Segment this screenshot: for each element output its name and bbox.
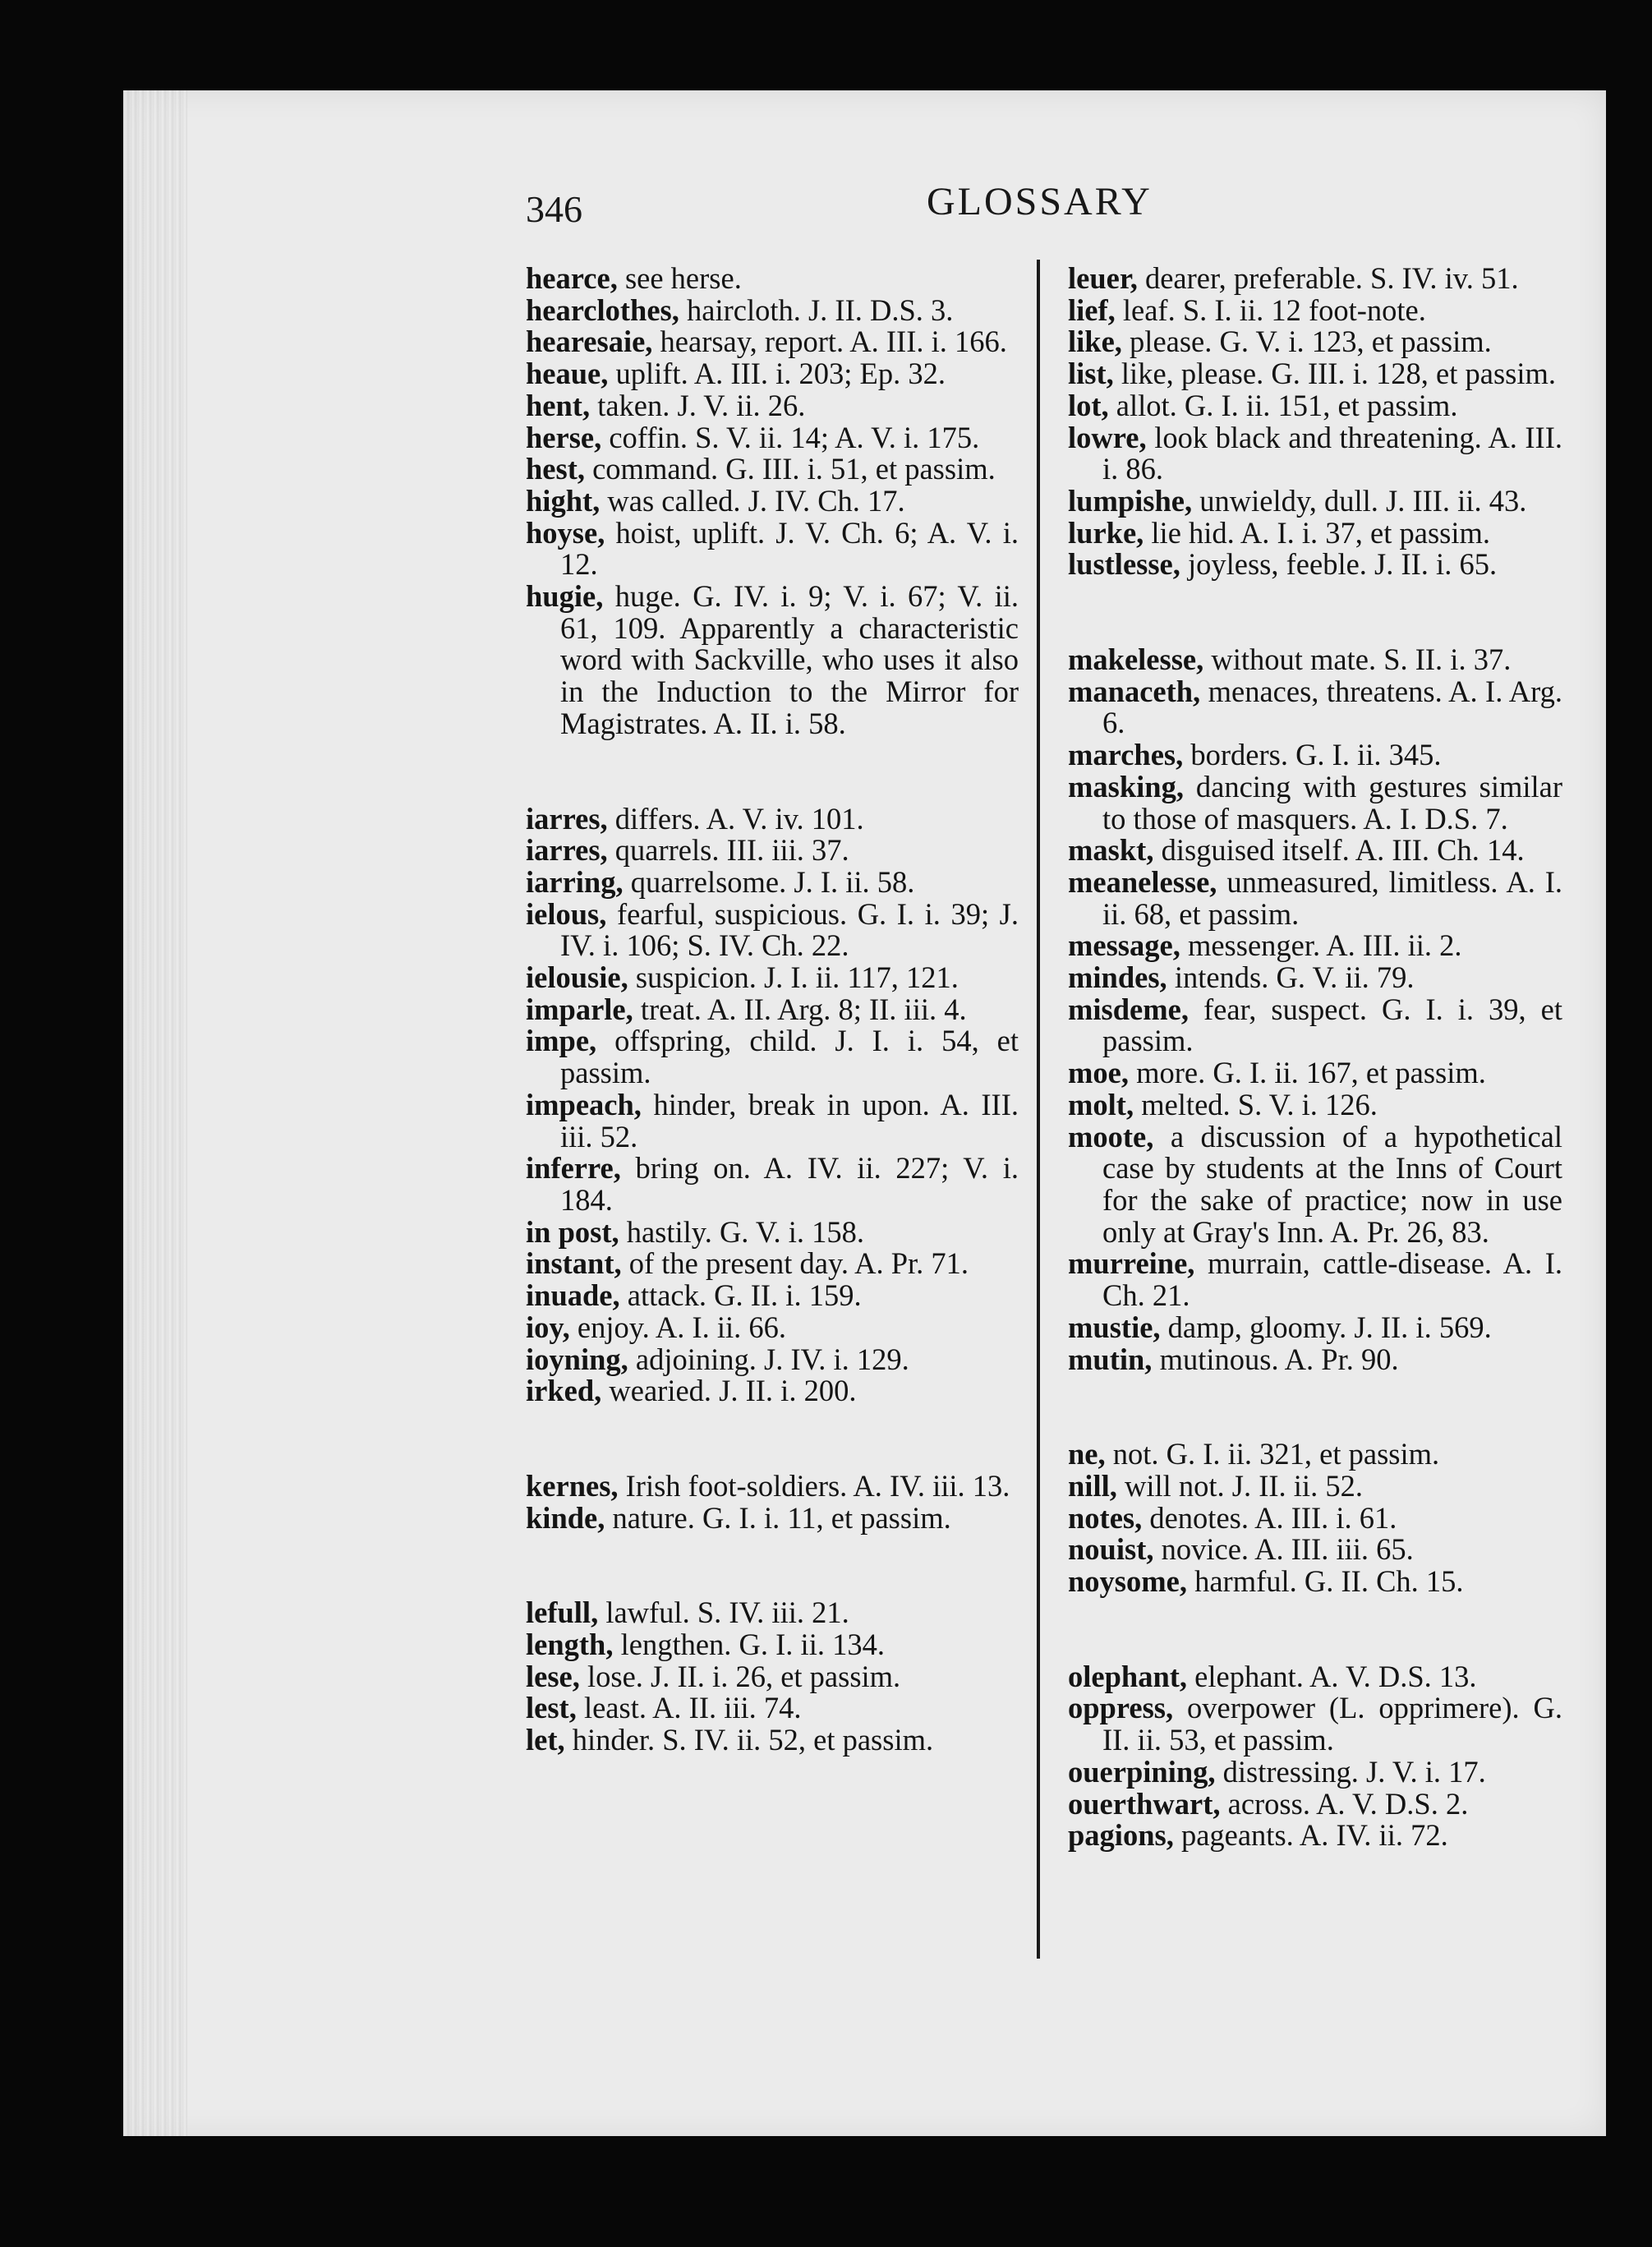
definition: disguised itself. A. III. Ch. 14.	[1153, 833, 1525, 868]
glossary-entry	[1068, 390, 1562, 422]
definition: across. A. V. D.S. 2.	[1220, 1786, 1469, 1821]
definition: without mate. S. II. i. 37.	[1203, 642, 1512, 677]
definition: intends. G. V. ii. 79.	[1167, 960, 1415, 995]
glossary-entry	[526, 326, 1019, 358]
definition: unwieldy, dull. J. III. ii. 43.	[1192, 483, 1527, 518]
glossary-entry	[1068, 835, 1562, 867]
definition: of the present day. A. Pr. 71.	[621, 1246, 969, 1281]
definition: hastily. G. V. i. 158.	[619, 1214, 865, 1249]
definition: nature. G. I. i. 11, et passim.	[605, 1500, 951, 1535]
definition: hearsay, report. A. III. i. 166.	[652, 325, 1007, 359]
headword: makelesse,	[1068, 642, 1204, 677]
headword: lief,	[1068, 292, 1116, 327]
definition: allot. G. I. ii. 151, et passim.	[1108, 388, 1458, 422]
glossary-entry	[526, 292, 1019, 327]
glossary-entry	[526, 1468, 1019, 1503]
definition: adjoining. J. IV. i. 129.	[628, 1342, 909, 1376]
headword: lustlesse,	[1068, 547, 1180, 582]
headword: irked,	[526, 1374, 602, 1408]
headword: ouerpining,	[1068, 1754, 1216, 1789]
glossary-entry	[1068, 644, 1562, 676]
glossary-entry	[1068, 1566, 1562, 1598]
definition: will not. J. II. ii. 52.	[1116, 1468, 1363, 1503]
definition: least. A. II. iii. 74.	[576, 1691, 802, 1725]
glossary-entry	[526, 581, 1019, 740]
letter-section-gap	[526, 740, 1019, 803]
headword: herse,	[526, 420, 602, 454]
headword: lowre,	[1068, 420, 1147, 454]
headword: inferre,	[526, 1151, 621, 1186]
definition: unmeasured, limitless. A. I. ii. 68, et passim.	[1102, 864, 1562, 931]
headword: lurke,	[1068, 515, 1144, 550]
glossary-column-left	[526, 263, 1019, 1757]
definition: command. G. III. i. 51, et passim.	[584, 452, 996, 486]
glossary-entry	[526, 1025, 1019, 1089]
definition: look black and threatening. A. III. i. 86.	[1102, 420, 1562, 486]
definition: more. G. I. ii. 167, et passim.	[1128, 1056, 1486, 1090]
glossary-entry	[526, 422, 1019, 454]
definition: attack. G. II. i. 159.	[619, 1278, 862, 1313]
definition: lengthen. G. I. ii. 134.	[613, 1628, 885, 1662]
headword: pagions,	[1068, 1818, 1174, 1853]
definition: harmful. G. II. Ch. 15.	[1186, 1564, 1464, 1599]
headword: misdeme,	[1068, 992, 1189, 1026]
definition: novice. A. III. iii. 65.	[1153, 1532, 1414, 1567]
page-stack-edge	[123, 90, 187, 2136]
headword: lumpishe,	[1068, 483, 1193, 518]
headword: notes,	[1068, 1500, 1143, 1535]
definition: joyless, feeble. J. II. i. 65.	[1180, 547, 1498, 582]
headword: let,	[526, 1723, 565, 1757]
definition: fearful, suspicious. G. I. i. 39; J. IV. i. 106; S. IV. Ch. 22.	[560, 896, 1019, 963]
headword: lefull,	[526, 1595, 599, 1630]
headword: list,	[1068, 357, 1114, 391]
definition: please. G. V. i. 123, et passim.	[1121, 325, 1492, 359]
letter-section-gap	[1068, 581, 1562, 644]
definition: menaces, threatens. A. I. Arg. 6.	[1102, 674, 1562, 740]
headword: lot,	[1068, 388, 1109, 422]
glossary-entry	[1068, 1248, 1562, 1311]
glossary-entry	[1068, 864, 1562, 931]
headword: hearclothes,	[526, 292, 679, 327]
headword: ouerthwart,	[1068, 1786, 1221, 1821]
glossary-entry	[526, 803, 1019, 836]
headword: meanelesse,	[1068, 864, 1217, 899]
headword: heaue,	[526, 357, 609, 391]
glossary-entry	[526, 1500, 1019, 1535]
definition: hinder. S. IV. ii. 52, et passim.	[564, 1723, 934, 1757]
glossary-entry	[526, 515, 1019, 582]
definition: pageants. A. IV. ii. 72.	[1173, 1818, 1448, 1853]
glossary-entry	[526, 1089, 1019, 1153]
glossary-entry	[1068, 994, 1562, 1057]
definition: haircloth. J. II. D.S. 3.	[679, 292, 954, 327]
glossary-entry	[1068, 1534, 1562, 1566]
glossary-entry	[1068, 1121, 1562, 1249]
headword: masking,	[1068, 769, 1184, 803]
definition: messenger. A. III. ii. 2.	[1180, 928, 1462, 963]
glossary-entry	[1068, 1692, 1562, 1756]
headword: ielous,	[526, 896, 607, 931]
definition: enjoy. A. I. ii. 66.	[569, 1310, 787, 1344]
glossary-entry	[1068, 1089, 1562, 1121]
glossary-entry	[1068, 1661, 1562, 1693]
letter-section-gap	[526, 1407, 1019, 1471]
definition: lawful. S. IV. iii. 21.	[598, 1595, 849, 1630]
headword: molt,	[1068, 1087, 1134, 1121]
glossary-entry	[526, 1344, 1019, 1376]
definition: was called. J. IV. Ch. 17.	[600, 483, 905, 518]
glossary-entry	[526, 358, 1019, 390]
glossary-entry	[526, 1312, 1019, 1344]
headword: like,	[1068, 325, 1122, 359]
glossary-entry	[1068, 1057, 1562, 1089]
glossary-entry	[526, 454, 1019, 486]
glossary-entry	[1068, 962, 1562, 994]
definition: not. G. I. ii. 321, et passim.	[1105, 1437, 1440, 1471]
headword: lese,	[526, 1659, 580, 1693]
headword: olephant,	[1068, 1659, 1188, 1693]
headword: iarring,	[526, 864, 624, 899]
headword: hight,	[526, 483, 601, 518]
headword: noysome,	[1068, 1564, 1187, 1599]
glossary-entry	[1068, 358, 1562, 390]
definition: treat. A. II. Arg. 8; II. iii. 4.	[633, 992, 967, 1026]
glossary-entry	[1068, 771, 1562, 835]
headword: impeach,	[526, 1087, 642, 1121]
definition: hinder, break in upon. A. III. iii. 52.	[560, 1087, 1019, 1153]
headword: hent,	[526, 388, 591, 422]
definition: distressing. J. V. i. 17.	[1215, 1754, 1486, 1789]
headword: inuade,	[526, 1278, 620, 1313]
definition: see herse.	[617, 261, 742, 295]
letter-section-gap	[1068, 1598, 1562, 1661]
glossary-column-right	[1068, 263, 1562, 1852]
headword: kernes,	[526, 1468, 619, 1503]
headword: hearesaie,	[526, 325, 653, 359]
glossary-entry	[1068, 515, 1562, 550]
headword: imparle,	[526, 992, 633, 1026]
glossary-entry	[526, 263, 1019, 295]
definition: bring on. A. IV. ii. 227; V. i. 184.	[560, 1151, 1019, 1217]
glossary-entry	[526, 1153, 1019, 1216]
glossary-entry	[1068, 739, 1562, 771]
definition: elephant. A. V. D.S. 13.	[1187, 1659, 1477, 1693]
definition: huge. G. IV. i. 9; V. i. 67; V. ii. 61, 109. Apparently a characteristic word with Sackville, who uses it also in the Induction to the Mirror for Magistrates. A. II. i. 58.	[560, 579, 1019, 740]
headword: ne,	[1068, 1437, 1106, 1471]
definition: like, please. G. III. i. 128, et passim.	[1113, 357, 1557, 391]
definition: quarrelsome. J. I. ii. 58.	[623, 864, 915, 899]
definition: differs. A. V. iv. 101.	[607, 801, 864, 836]
letter-section-gap	[1068, 1375, 1562, 1439]
glossary-entry	[526, 994, 1019, 1026]
headword: message,	[1068, 928, 1180, 963]
glossary-entry	[1068, 422, 1562, 486]
glossary-entry	[526, 962, 1019, 994]
page-number: 346	[526, 188, 582, 230]
glossary-entry	[526, 1248, 1019, 1280]
headword: ielousie,	[526, 960, 628, 995]
glossary-entry	[526, 1280, 1019, 1312]
glossary-entry	[1068, 1439, 1562, 1471]
definition: a discussion of a hypothetical case by students at the Inns of Court for the sake of practice; now in use only at Gray's Inn. A. Pr. 26, 83.	[1102, 1119, 1562, 1249]
definition: leaf. S. I. ii. 12 foot-note.	[1115, 292, 1426, 327]
glossary-entry	[1068, 1312, 1562, 1344]
glossary-entry	[1068, 483, 1562, 518]
definition: offspring, child. J. I. i. 54, et passim.	[560, 1024, 1019, 1090]
glossary-entry	[526, 896, 1019, 963]
headword: nill,	[1068, 1468, 1117, 1503]
glossary-entry	[1068, 1754, 1562, 1789]
headword: mindes,	[1068, 960, 1167, 995]
definition: damp, gloomy. J. II. i. 569.	[1160, 1310, 1492, 1344]
headword: lest,	[526, 1691, 577, 1725]
glossary-entry	[1068, 1468, 1562, 1503]
definition: quarrels. III. iii. 37.	[607, 833, 849, 868]
headword: in post,	[526, 1214, 619, 1249]
glossary-entry	[1068, 1820, 1562, 1852]
glossary-entry	[1068, 930, 1562, 962]
definition: dearer, preferable. S. IV. iv. 51.	[1137, 261, 1519, 295]
definition: melted. S. V. i. 126.	[1134, 1087, 1378, 1121]
definition: murrain, cattle-disease. A. I. Ch. 21.	[1102, 1246, 1562, 1313]
headword: nouist,	[1068, 1532, 1154, 1567]
headword: iarres,	[526, 833, 608, 868]
headword: hoyse,	[526, 515, 605, 550]
glossary-entry	[1068, 263, 1562, 295]
definition: dancing with gestures similar to those of masquers. A. I. D.S. 7.	[1102, 769, 1562, 836]
definition: coffin. S. V. ii. 14; A. V. i. 175.	[601, 420, 980, 454]
glossary-entry	[1068, 292, 1562, 327]
headword: hugie,	[526, 579, 604, 614]
headword: maskt,	[1068, 833, 1154, 868]
headword: mustie,	[1068, 1310, 1161, 1344]
headword: ioyning,	[526, 1342, 628, 1376]
definition: overpower (L. opprimere). G. II. ii. 53, et passim.	[1102, 1691, 1562, 1757]
headword: hest,	[526, 452, 585, 486]
glossary-entry	[526, 1375, 1019, 1407]
definition: suspicion. J. I. ii. 117, 121.	[628, 960, 959, 995]
glossary-entry	[526, 1629, 1019, 1661]
headword: length,	[526, 1628, 614, 1662]
definition: denotes. A. III. i. 61.	[1142, 1500, 1397, 1535]
headword: oppress,	[1068, 1691, 1174, 1725]
glossary-entry	[1068, 326, 1562, 358]
column-divider	[1037, 260, 1040, 1959]
glossary-entry	[526, 864, 1019, 899]
glossary-entry	[1068, 549, 1562, 581]
glossary-entry	[1068, 676, 1562, 739]
headword: iarres,	[526, 801, 608, 836]
glossary-entry	[526, 483, 1019, 518]
definition: lie hid. A. I. i. 37, et passim.	[1144, 515, 1491, 550]
definition: mutinous. A. Pr. 90.	[1152, 1342, 1399, 1376]
definition: lose. J. II. i. 26, et passim.	[579, 1659, 901, 1693]
running-head: GLOSSARY	[927, 180, 1153, 223]
glossary-entry	[526, 1597, 1019, 1629]
definition: uplift. A. III. i. 203; Ep. 32.	[608, 357, 946, 391]
glossary-entry	[1068, 1500, 1562, 1535]
definition: hoist, uplift. J. V. Ch. 6; A. V. i. 12.	[560, 515, 1019, 582]
glossary-entry	[526, 1724, 1019, 1757]
headword: mutin,	[1068, 1342, 1153, 1376]
glossary-entry	[526, 390, 1019, 422]
glossary-entry	[526, 835, 1019, 867]
headword: impe,	[526, 1024, 597, 1058]
definition: borders. G. I. ii. 345.	[1183, 738, 1442, 772]
glossary-entry	[526, 1692, 1019, 1724]
headword: instant,	[526, 1246, 622, 1281]
headword: marches,	[1068, 738, 1184, 772]
headword: manaceth,	[1068, 674, 1201, 708]
headword: murreine,	[1068, 1246, 1195, 1281]
glossary-entry	[1068, 1344, 1562, 1376]
glossary-entry	[1068, 1786, 1562, 1821]
headword: hearce,	[526, 261, 618, 295]
headword: moote,	[1068, 1119, 1154, 1153]
definition: fear, suspect. G. I. i. 39, et passim.	[1102, 992, 1562, 1058]
definition: Irish foot-soldiers. A. IV. iii. 13.	[618, 1468, 1010, 1503]
headword: kinde,	[526, 1500, 605, 1535]
glossary-entry	[526, 1214, 1019, 1249]
glossary-entry	[526, 1661, 1019, 1693]
headword: leuer,	[1068, 261, 1138, 295]
definition: wearied. J. II. i. 200.	[601, 1374, 857, 1408]
headword: moe,	[1068, 1056, 1129, 1090]
letter-section-gap	[526, 1534, 1019, 1597]
headword: ioy,	[526, 1310, 570, 1344]
definition: taken. J. V. ii. 26.	[590, 388, 806, 422]
